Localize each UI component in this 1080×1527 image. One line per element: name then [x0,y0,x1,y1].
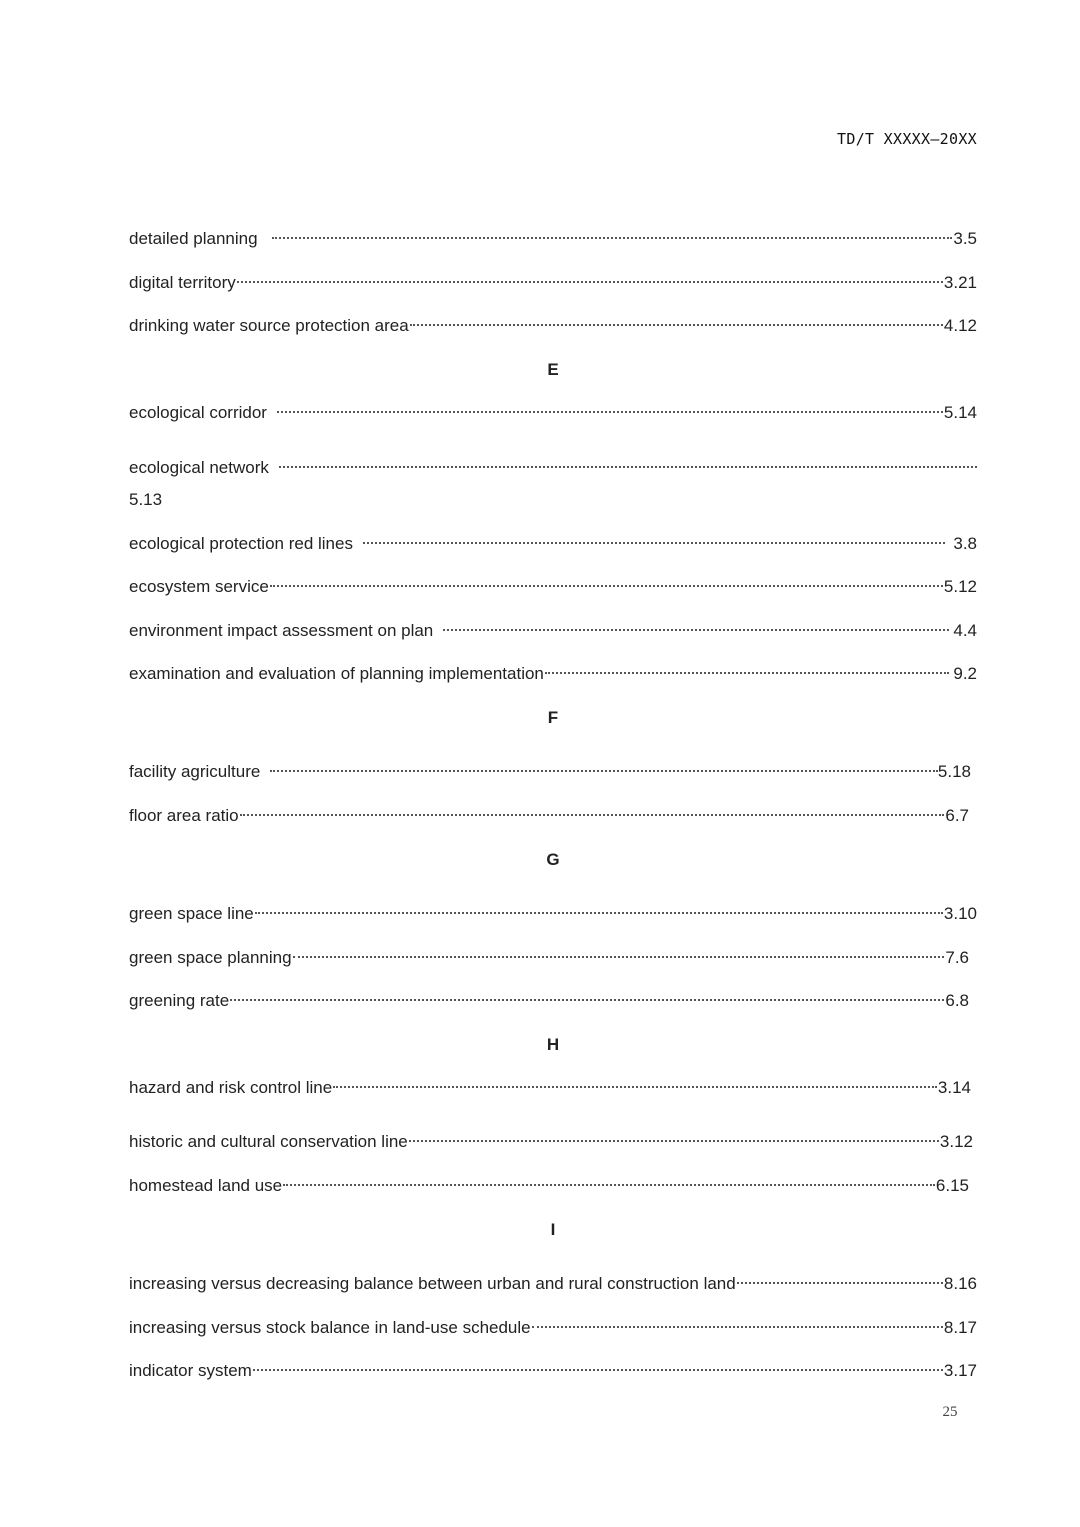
index-term: indicator system [129,1361,252,1380]
dot-leader [277,411,943,413]
index-entry [129,1131,977,1153]
index-entry [129,903,977,925]
index-ref: 4.12 [943,316,977,335]
index-ref: 3.21 [943,273,977,292]
index-ref: 6.15 [935,1176,969,1195]
index-term: floor area ratio [129,806,239,825]
dot-leader [270,585,943,587]
dot-leader [230,999,944,1001]
dot-leader [253,1369,943,1371]
index-term: facility agriculture [129,762,261,781]
index-entry [129,990,977,1012]
index-term: detailed planning [129,229,258,248]
index-entry [129,805,977,827]
index-entry [129,1175,977,1197]
index-term: drinking water source protection area [129,316,409,335]
dot-leader [272,237,953,239]
index-term: green space planning [129,948,292,967]
dot-leader [333,1086,937,1088]
index-ref: 3.14 [937,1078,971,1097]
index-ref: 4.4 [953,621,977,640]
index-ref: 3.10 [943,904,977,923]
index-term: environment impact assessment on plan [129,621,434,640]
index-ref: 5.14 [943,403,977,422]
index-term: digital territory [129,273,236,292]
index-ref: 6.8 [945,991,969,1010]
page-number: 25 [942,1404,958,1420]
index-entry [129,402,977,424]
section-letter-f: F [547,708,559,727]
index-term: ecological network [129,458,269,477]
dot-leader [270,770,938,772]
index-entry [129,533,977,555]
index-term: homestead land use [129,1176,283,1195]
index-ref: 3.8 [953,534,977,553]
dot-leader [237,281,943,283]
index-entry [129,1317,977,1339]
index-entry [129,272,977,294]
index-ref: 6.7 [945,806,969,825]
dot-leader [293,956,945,958]
index-ref: 7.6 [945,948,969,967]
index-term: increasing versus decreasing balance between urban and rural construction land [129,1274,736,1293]
index-ref: 3.5 [953,229,977,248]
dot-leader [410,324,943,326]
section-letter-h: H [546,1035,560,1054]
index-ref: 5.18 [937,762,971,781]
index-entry [129,947,977,969]
index-entry [129,1273,977,1295]
index-ref: 5.12 [943,577,977,596]
index-term: green space line [129,904,254,923]
dot-leader [409,1140,939,1142]
index-entry [129,663,977,685]
index-ref: 8.17 [943,1318,977,1337]
index-term: greening rate [129,991,230,1010]
index-entry [129,576,977,598]
dot-leader [545,672,949,674]
index-term: historic and cultural conservation line [129,1132,408,1151]
index-entry [129,457,977,511]
dot-leader [443,629,949,631]
index-entry [129,1077,977,1099]
index-term: ecological corridor [129,403,267,422]
index-term: increasing versus stock balance in land-use schedule [129,1318,531,1337]
dot-leader [279,466,977,468]
index-entry [129,315,977,337]
dot-leader [255,912,943,914]
section-letter-e: E [547,360,559,379]
section-letter-g: G [546,850,560,869]
index-ref: 5.13 [129,490,163,509]
document-code-header: TD/T XXXXX—20XX [837,130,977,148]
index-term: ecosystem service [129,577,269,596]
index-term: hazard and risk control line [129,1078,333,1097]
dot-leader [532,1326,943,1328]
dot-leader [363,542,945,544]
index-entry [129,620,977,642]
index-ref: 8.16 [943,1274,977,1293]
index-ref: 3.12 [939,1132,973,1151]
index-ref: 9.2 [953,664,977,683]
dot-leader [737,1282,943,1284]
dot-leader [283,1184,935,1186]
index-term: ecological protection red lines [129,534,353,553]
dot-leader [240,814,945,816]
index-term: examination and evaluation of planning implementation [129,664,544,683]
section-letter-i: I [550,1220,556,1239]
index-entry [129,761,977,783]
index-entry [129,228,977,250]
index-entry [129,1360,977,1382]
index-ref: 3.17 [943,1361,977,1380]
